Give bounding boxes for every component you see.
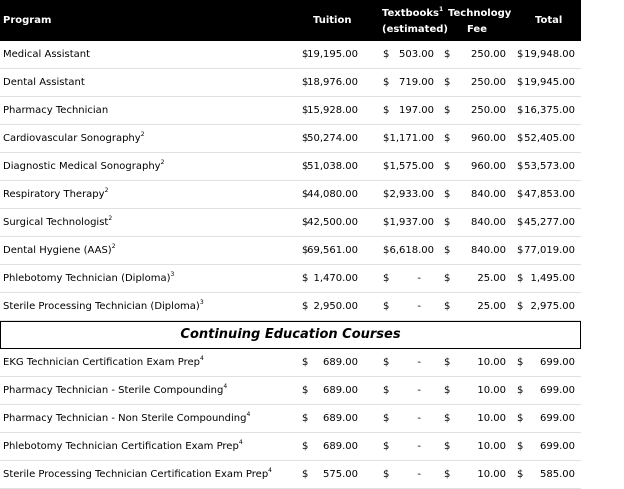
total-currency: $ xyxy=(517,133,524,144)
table-row xyxy=(0,125,581,153)
table-row xyxy=(0,461,581,489)
tech-fee-value: 250.00 xyxy=(471,49,506,60)
textbooks-value: - xyxy=(417,413,421,424)
program-name: Phlebotomy Technician (Diploma)$^3$ xyxy=(3,271,175,284)
tech-fee-value: 250.00 xyxy=(471,105,506,116)
tuition-currency: $ xyxy=(302,301,309,312)
total-currency: $ xyxy=(517,413,524,424)
header-textbooks-estimated: (estimated) xyxy=(382,24,448,35)
tech-fee-value: 10.00 xyxy=(477,441,506,452)
tech-fee-value: 10.00 xyxy=(477,357,506,368)
total-currency: $ xyxy=(517,357,524,368)
total-currency: $ xyxy=(517,301,524,312)
total-value: 47,853.00 xyxy=(524,189,575,200)
tech-fee-currency: $ xyxy=(444,301,451,312)
textbooks-currency: $ xyxy=(383,245,390,256)
header-program: Program xyxy=(3,15,52,26)
program-name: Dental Assistant xyxy=(3,77,85,88)
tuition-currency: $ xyxy=(302,441,309,452)
tech-fee-currency: $ xyxy=(444,217,451,228)
total-currency: $ xyxy=(517,189,524,200)
total-value: 699.00 xyxy=(540,357,575,368)
table-row xyxy=(0,41,581,69)
textbooks-currency: $ xyxy=(383,385,390,396)
tech-fee-value: 840.00 xyxy=(471,245,506,256)
total-currency: $ xyxy=(517,245,524,256)
program-rows xyxy=(0,41,581,321)
total-currency: $ xyxy=(517,105,524,116)
textbooks-currency: $ xyxy=(383,161,390,172)
table-row xyxy=(0,153,581,181)
program-name: Dental Hygiene (AAS)$^2$ xyxy=(3,243,116,256)
tech-fee-currency: $ xyxy=(444,161,451,172)
header-total: Total xyxy=(535,15,563,26)
tuition-currency: $ xyxy=(302,189,309,200)
tuition-value: 15,928.00 xyxy=(307,105,358,116)
total-value: 699.00 xyxy=(540,441,575,452)
textbooks-value: - xyxy=(417,385,421,396)
table-row xyxy=(0,377,581,405)
program-name: Cardiovascular Sonography$^2$ xyxy=(3,131,145,144)
program-name: Phlebotomy Technician Certification Exam Prep$^4$ xyxy=(3,439,243,452)
textbooks-currency: $ xyxy=(383,49,390,60)
table-row xyxy=(0,237,581,265)
textbooks-currency: $ xyxy=(383,217,390,228)
tuition-currency: $ xyxy=(302,413,309,424)
total-currency: $ xyxy=(517,77,524,88)
tech-fee-value: 960.00 xyxy=(471,133,506,144)
program-name: Pharmacy Technician - Sterile Compounding$^4$ xyxy=(3,383,228,396)
table-row xyxy=(0,97,581,125)
tuition-value: 2,950.00 xyxy=(313,301,358,312)
tuition-currency: $ xyxy=(302,105,309,116)
table-row xyxy=(0,349,581,377)
total-value: 2,975.00 xyxy=(530,301,575,312)
textbooks-value: 6,618.00 xyxy=(389,245,434,256)
table-row xyxy=(0,181,581,209)
textbooks-currency: $ xyxy=(383,105,390,116)
tuition-currency: $ xyxy=(302,245,309,256)
tech-fee-currency: $ xyxy=(444,413,451,424)
program-name: EKG Technician Certification Exam Prep$^4$ xyxy=(3,355,204,368)
tech-fee-value: 25.00 xyxy=(477,273,506,284)
tuition-value: 50,274.00 xyxy=(307,133,358,144)
tuition-value: 575.00 xyxy=(323,469,358,480)
total-currency: $ xyxy=(517,161,524,172)
tech-fee-currency: $ xyxy=(444,49,451,60)
tuition-value: 44,080.00 xyxy=(307,189,358,200)
program-name: Sterile Processing Technician (Diploma)$^3$ xyxy=(3,299,204,312)
total-value: 16,375.00 xyxy=(524,105,575,116)
textbooks-value: - xyxy=(417,301,421,312)
total-currency: $ xyxy=(517,385,524,396)
program-name: Sterile Processing Technician Certification Exam Prep$^4$ xyxy=(3,467,272,480)
textbooks-value: 2,933.00 xyxy=(389,189,434,200)
total-currency: $ xyxy=(517,441,524,452)
total-currency: $ xyxy=(517,217,524,228)
total-value: 699.00 xyxy=(540,413,575,424)
table-row xyxy=(0,265,581,293)
tuition-value: 42,500.00 xyxy=(307,217,358,228)
tuition-value: 689.00 xyxy=(323,357,358,368)
textbooks-currency: $ xyxy=(383,469,390,480)
total-currency: $ xyxy=(517,469,524,480)
tech-fee-currency: $ xyxy=(444,469,451,480)
tuition-value: 1,470.00 xyxy=(313,273,358,284)
textbooks-currency: $ xyxy=(383,413,390,424)
tech-fee-value: 10.00 xyxy=(477,413,506,424)
tuition-currency: $ xyxy=(302,133,309,144)
tech-fee-currency: $ xyxy=(444,105,451,116)
total-value: 52,405.00 xyxy=(524,133,575,144)
tuition-value: 689.00 xyxy=(323,441,358,452)
header-textbooks: Textbooks$^1$ xyxy=(382,6,444,19)
tuition-value: 51,038.00 xyxy=(307,161,358,172)
textbooks-value: 1,575.00 xyxy=(389,161,434,172)
program-name: Respiratory Therapy$^2$ xyxy=(3,187,109,200)
textbooks-value: - xyxy=(417,357,421,368)
total-currency: $ xyxy=(517,273,524,284)
total-value: 585.00 xyxy=(540,469,575,480)
tuition-value: 689.00 xyxy=(323,413,358,424)
tech-fee-currency: $ xyxy=(444,245,451,256)
tech-fee-currency: $ xyxy=(444,189,451,200)
tuition-value: 689.00 xyxy=(323,385,358,396)
textbooks-value: - xyxy=(417,469,421,480)
tuition-currency: $ xyxy=(302,217,309,228)
tuition-currency: $ xyxy=(302,469,309,480)
header-technology: Technology xyxy=(448,8,512,19)
tech-fee-value: 250.00 xyxy=(471,77,506,88)
total-value: 77,019.00 xyxy=(524,245,575,256)
tech-fee-currency: $ xyxy=(444,385,451,396)
total-value: 53,573.00 xyxy=(524,161,575,172)
tech-fee-value: 25.00 xyxy=(477,301,506,312)
tuition-currency: $ xyxy=(302,49,309,60)
table-row xyxy=(0,433,581,461)
program-name: Medical Assistant xyxy=(3,49,91,60)
table-row xyxy=(0,293,581,321)
tuition-currency: $ xyxy=(302,77,309,88)
course-rows xyxy=(0,349,581,489)
total-value: 19,948.00 xyxy=(524,49,575,60)
program-name: Surgical Technologist$^2$ xyxy=(3,215,113,228)
textbooks-currency: $ xyxy=(383,189,390,200)
total-value: 19,945.00 xyxy=(524,77,575,88)
textbooks-currency: $ xyxy=(383,357,390,368)
header-tuition: Tuition xyxy=(313,15,352,26)
tech-fee-currency: $ xyxy=(444,357,451,368)
textbooks-value: - xyxy=(417,273,421,284)
table-row xyxy=(0,209,581,237)
program-name: Diagnostic Medical Sonography$^2$ xyxy=(3,159,165,172)
tech-fee-value: 960.00 xyxy=(471,161,506,172)
tech-fee-value: 840.00 xyxy=(471,189,506,200)
tech-fee-value: 10.00 xyxy=(477,469,506,480)
textbooks-value: 503.00 xyxy=(399,49,434,60)
header-fee: Fee xyxy=(467,24,487,35)
table-header xyxy=(0,0,581,41)
textbooks-currency: $ xyxy=(383,273,390,284)
textbooks-currency: $ xyxy=(383,133,390,144)
table-row xyxy=(0,69,581,97)
textbooks-value: 1,171.00 xyxy=(389,133,434,144)
continuing-education-title: Continuing Education Courses xyxy=(0,321,581,349)
textbooks-currency: $ xyxy=(383,301,390,312)
total-value: 699.00 xyxy=(540,385,575,396)
total-value: 1,495.00 xyxy=(530,273,575,284)
tuition-value: 69,561.00 xyxy=(307,245,358,256)
total-value: 45,277.00 xyxy=(524,217,575,228)
program-name: Pharmacy Technician - Non Sterile Compounding$^4$ xyxy=(3,411,251,424)
textbooks-value: 197.00 xyxy=(399,105,434,116)
textbooks-value: 1,937.00 xyxy=(389,217,434,228)
tuition-value: 19,195.00 xyxy=(307,49,358,60)
tuition-currency: $ xyxy=(302,273,309,284)
tech-fee-value: 840.00 xyxy=(471,217,506,228)
textbooks-value: - xyxy=(417,441,421,452)
tuition-currency: $ xyxy=(302,161,309,172)
textbooks-currency: $ xyxy=(383,77,390,88)
textbooks-value: 719.00 xyxy=(399,77,434,88)
program-name: Pharmacy Technician xyxy=(3,105,109,116)
textbooks-currency: $ xyxy=(383,441,390,452)
table-row xyxy=(0,405,581,433)
tuition-currency: $ xyxy=(302,385,309,396)
tech-fee-currency: $ xyxy=(444,77,451,88)
tech-fee-value: 10.00 xyxy=(477,385,506,396)
tech-fee-currency: $ xyxy=(444,133,451,144)
tech-fee-currency: $ xyxy=(444,273,451,284)
tuition-value: 18,976.00 xyxy=(307,77,358,88)
tuition-currency: $ xyxy=(302,357,309,368)
total-currency: $ xyxy=(517,49,524,60)
tech-fee-currency: $ xyxy=(444,441,451,452)
